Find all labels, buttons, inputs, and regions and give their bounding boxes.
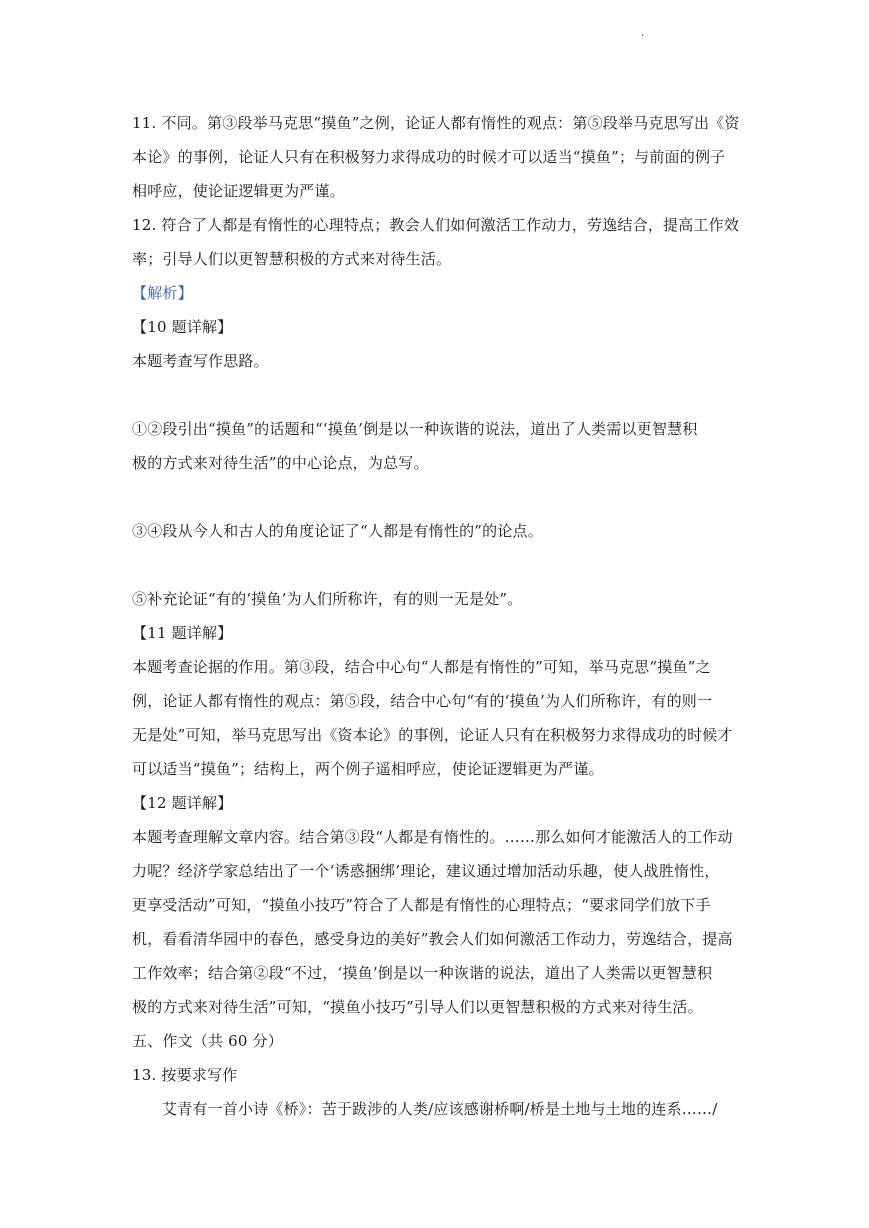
q13-text: 艾青有一首小诗《桥》：苦于跋涉的人类/应该感谢桥啊/桥是土地与土地的连系……/ (162, 1100, 718, 1118)
q12-line: 极的方式来对待生活”可知，“摸鱼小技巧”引导人们以更智慧积极的方式来对待生活。 (132, 998, 703, 1016)
q10-paragraph-line: 极的方式来对待生活”的中心论点，为总写。 (132, 454, 429, 472)
q12-line: 更享受活动”可知，“摸鱼小技巧”符合了人都是有惰性的心理特点；“要求同学们放下手 (132, 896, 711, 914)
q12-line: 本题考查理解文章内容。结合第③段“人都是有惰性的。……那么如何才能激活人的工作动 (132, 828, 733, 846)
q13-label: 13. 按要求写作 (132, 1066, 238, 1084)
q11-line: 本题考查论据的作用。第③段，结合中心句“人都是有惰性的”可知，举马克思“摸鱼”之 (132, 658, 711, 676)
q12-line: 工作效率；结合第②段“不过，‘摸鱼’倒是以一种诙谐的说法，道出了人类需以更智慧积 (132, 964, 713, 982)
q12-line: 机，看看清华园中的春色，感受身边的美好”教会人们如何激活工作动力，劳逸结合，提高 (132, 930, 733, 948)
q10-intro: 本题考查写作思路。 (132, 352, 269, 370)
answer-12-line: 率；引导人们以更智慧积极的方式来对待生活。 (132, 250, 452, 268)
q10-paragraph: ⑤补充论证“有的‘摸鱼’为人们所称许，有的则一无是处”。 (132, 590, 523, 608)
document-body (132, 106, 740, 1126)
header-mark: . (641, 28, 645, 39)
q10-paragraph: ③④段从今人和古人的角度论证了“人都是有惰性的”的论点。 (132, 522, 543, 540)
section-5-title: 五、作文（共 60 分） (132, 1032, 284, 1050)
answer-11-line: 11. 不同。第③段举马克思“摸鱼”之例，论证人都有惰性的观点：第⑤段举马克思写出《资 (132, 114, 740, 132)
answer-11-line: 本论》的事例，论证人只有在积极努力求得成功的时候才可以适当“摸鱼”；与前面的例子 (132, 148, 726, 166)
answer-11 (132, 106, 740, 208)
q10-paragraph-line: ①②段引出“摸鱼”的话题和“‘摸鱼’倒是以一种诙谐的说法，道出了人类需以更智慧积 (132, 420, 698, 438)
q12-heading: 【12 题详解】 (132, 794, 233, 812)
q11-line: 例，论证人都有惰性的观点：第⑤段，结合中心句“有的‘摸鱼’为人们所称许，有的则一 (132, 692, 713, 710)
q11-line: 无是处”可知，举马克思写出《资本论》的事例，论证人只有在积极努力求得成功的时候才 (132, 726, 733, 744)
answer-11-line: 相呼应，使论证逻辑更为严谨。 (132, 182, 345, 200)
q12-line: 力呢？经济学家总结出了一个‘诱惑捆绑’理论，建议通过增加活动乐趣，使人战胜惰性， (132, 862, 720, 880)
q11-heading: 【11 题详解】 (132, 624, 233, 642)
q10-heading: 【10 题详解】 (132, 318, 233, 336)
q11-line: 可以适当“摸鱼”；结构上，两个例子遥相呼应，使论证逻辑更为严谨。 (132, 760, 604, 778)
answer-12-line: 12. 符合了人都是有惰性的心理特点；教会人们如何激活工作动力，劳逸结合，提高工作效 (132, 216, 740, 234)
analysis-label: 【解析】 (132, 284, 193, 302)
answer-12 (132, 208, 740, 276)
